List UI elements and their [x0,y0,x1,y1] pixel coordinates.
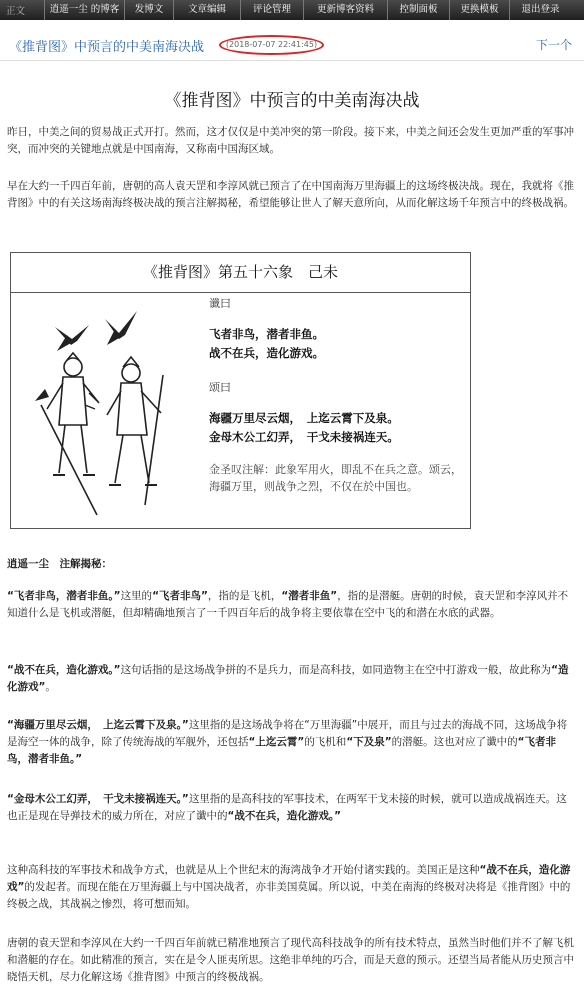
post-title-row [0,30,584,58]
two-warriors-illustration [27,305,177,520]
annotation-paragraph-2 [7,662,575,696]
text-segment: ，指的是潜艇。唐朝的时候，袁天罡和李淳风并不知道什么是飞机或潜艇，但却精确地预言了一千四百年后的战争将主要依靠在空中飞的和潜在水底的武器。 [7,590,569,619]
annotation-paragraph-3 [7,717,575,768]
song-label: 颂曰 [209,381,231,394]
quote-diver: “潜者非鱼” [281,590,338,602]
quote-war-not-soldiers: “战不在兵，造化游戏。” [7,664,121,676]
nav-item-4[interactable]: 更新博客资料 [303,0,387,20]
nav-item-3[interactable]: 评论管理 [240,0,303,20]
top-nav-bar [0,0,584,20]
text-segment: 这句话指的是这场战争拼的不是兵力，而是高科技，如同造物主在空中打游戏一般，故此称为 [120,664,552,676]
quote-fly-dive-ref: “飞者非鸟，潜者非鱼。” [7,736,557,765]
prophecy-header: 《推背图》第五十六象 己未 [11,253,470,293]
quote-war-not-soldiers-ref-2: “战不在兵，造化游戏” [7,864,571,893]
next-post-link[interactable]: 下一个 [535,38,572,52]
post-title-link[interactable]: 《推背图》中预言的中美南海决战 [9,40,205,55]
prophecy-image-frame [10,252,471,529]
text-segment: 的发起者。而现在能在万里海疆上与中国决战者，亦非美国莫属。所以说，中美在南海的终极对决将是《推背图》中的终极之战，其战祸之惨烈，将可想而知。 [7,881,571,910]
song-line-1: 海疆万里尽云烟， 上迄云霄下及泉。 [209,411,399,425]
title-divider [0,60,584,61]
text-segment: 这里指的是高科技的军事技术，在两军干戈未接的时候，就可以造成战祸连天。这也正是现在导弹技术的威力所在，对应了谶中的 [7,793,567,822]
nav-item-0[interactable]: 逍遥一尘 的博客 [44,0,124,20]
nav-item-6[interactable]: 更换模板 [449,0,509,20]
quote-creation-game: “造化游戏” [7,664,569,693]
article-heading: 《推背图》中预言的中美南海决战 [164,91,420,111]
quote-flyer: “飞者非鸟” [152,590,208,602]
nav-left-label: 正文 [6,6,26,17]
paragraph-1: 昨日，中美之间的贸易战正式开打。然而，这才仅仅是中美冲突的第一阶段。接下来，中美之间还会发生更加严重的军事冲突，而冲突的关键地点就是中国南海，又称南中国海区域。 [7,126,574,155]
text-segment: 的飞机和 [304,736,347,748]
chen-label: 谶曰 [209,297,231,310]
chen-line-1: 飞者非鸟，潜者非鱼。 [209,327,324,341]
text-segment: 这里指的是这场战争将在“万里海疆”中展开，而且与过去的海战不同，这场战争将是海空一体的战争，除了传统海战的军舰外，还包括 [7,719,568,748]
song-line-2: 金母木公工幻弄， 干戈未接祸连天。 [209,430,399,444]
text-segment: ，指的是飞机， [207,590,282,602]
annotation-paragraph-4 [7,791,575,825]
jin-shengtan-note: 金圣叹注解：此象军用火，即乱不在兵之意。颂云，海疆万里，则战争之烈，不仅在於中国也。 [209,463,462,493]
closing-paragraph: 唐朝的袁天罡和李淳风在大约一千四百年前就已精准地预言了现代高科技战争的所有技术特点，虽然当时他们并不了解飞机和潜艇的存在。如此精准的预言，实在是令人匪夷所思。这绝非单纯的巧合，而是天意的预示。还望当局者能从历史预言中晓悟天机，尽力化解这场《推背图》中预言的终极战祸。 [7,937,574,983]
post-date: (2018-07-07 22:41:45) [219,35,324,55]
nav-item-1[interactable]: 发博文 [124,0,173,20]
annotation-paragraph-1 [7,588,575,622]
annotation-paragraph-5 [7,862,575,913]
nav-item-5[interactable]: 控制面板 [387,0,449,20]
text-segment: 的潜艇。这也对应了谶中的 [391,736,518,748]
quote-fly-dive: “飞者非鸟，潜者非鱼。” [7,590,121,602]
prophecy-text [209,295,464,495]
text-segment: 。 [45,681,56,693]
nav-item-2[interactable]: 文章编辑 [173,0,240,20]
nav-item-7[interactable]: 退出登录 [509,0,571,20]
chen-line-2: 战不在兵，造化游戏。 [209,346,324,360]
annotation-heading: 逍遥一尘 注解揭秘： [7,558,112,570]
quote-metal-wood: “金母木公工幻弄， 干戈未接祸连天。” [7,793,189,805]
quote-war-not-soldiers-ref: “战不在兵，造化游戏。” [227,810,342,822]
text-segment: 这种高科技的军事技术和战争方式，也就是从上个世纪末的海湾战争才开始付诸实践的。美国正是这种 [7,864,480,876]
quote-up-to-sky: “上迄云霄” [248,736,305,748]
quote-sea-frontier: “海疆万里尽云烟， 上迄云霄下及泉。” [7,719,189,731]
paragraph-2: 早在大约一千四百年前，唐朝的高人袁天罡和李淳风就已预言了在中国南海万里海疆上的这场终极决战。现在，我就将《推背图》中的有关这场南海终极决战的预言注解揭秘，希望能够让世人了解天意所向，从而化解这场千年预言中的终极战祸。 [7,180,574,209]
quote-down-to-spring: “下及泉” [346,736,392,748]
text-segment: 这里的 [120,590,153,602]
